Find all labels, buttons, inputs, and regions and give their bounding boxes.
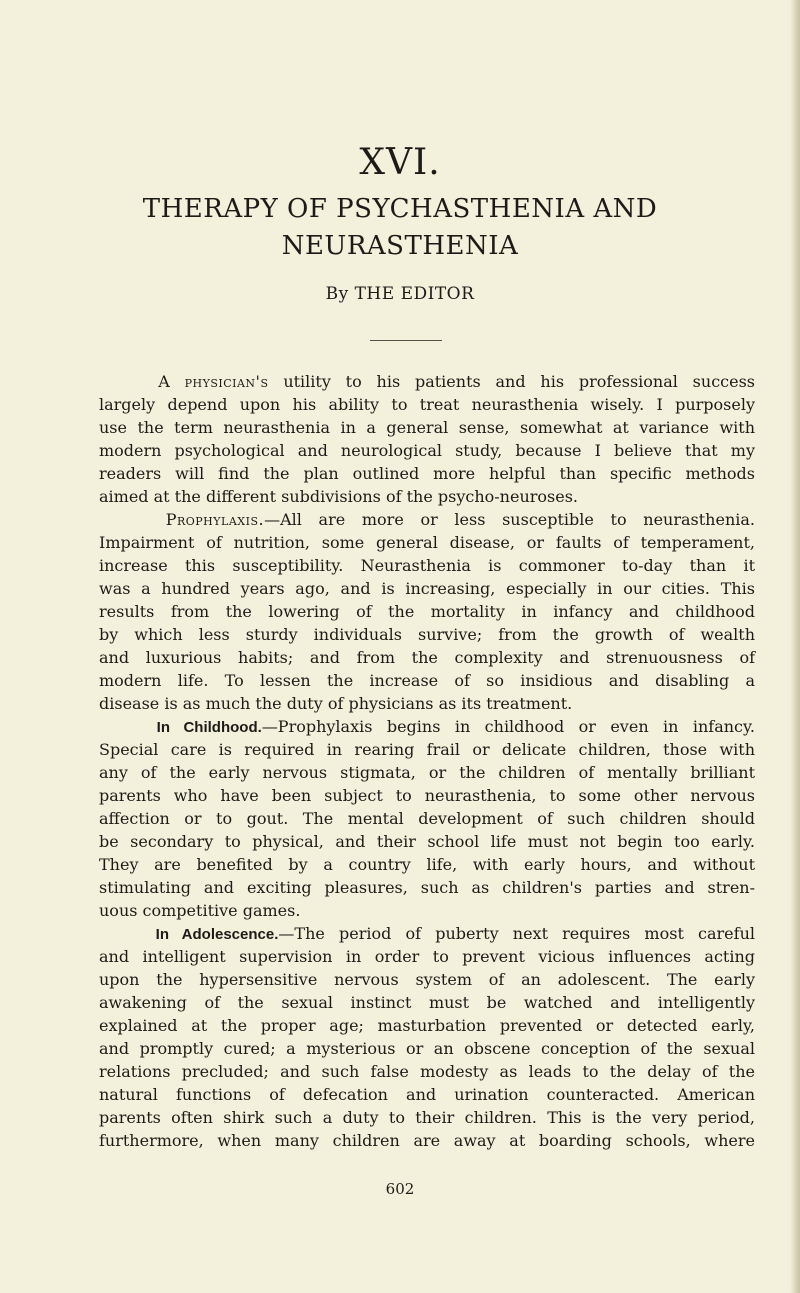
text-line: affection or to gout. The mental development of such children should (99, 809, 755, 828)
text-line: Impairment of nutrition, some general disease, or faults of temperament, (99, 533, 755, 552)
section-heading-childhood: In Childhood. (156, 719, 262, 736)
text-line: relations precluded; and such false modesty as leads to the delay of the (99, 1062, 755, 1081)
text-line: disease is as much the duty of physicians as its treatment. (99, 694, 573, 713)
line-text: utility to his patients and his professional success (283, 372, 756, 391)
line-text: —The period of puberty next requires most careful (278, 924, 755, 943)
chapter-number: XVI. (359, 142, 441, 183)
text-line: parents often shirk such a duty to their children. This is the very period, (99, 1108, 755, 1127)
text-line: results from the lowering of the mortality in infancy and childhood (99, 602, 755, 621)
title-rule (370, 340, 442, 341)
lead-word: physician's (184, 372, 269, 391)
line-text: —Prophylaxis begins in childhood or even in infancy. (261, 717, 756, 736)
byline: By THE EDITOR (325, 284, 475, 304)
text-line: stimulating and exciting pleasures, such as children's parties and stren- (99, 878, 755, 897)
text-line: Special care is required in rearing frail or delicate children, those with (99, 740, 755, 759)
text-line: parents who have been subject to neurasthenia, to some other nervous (99, 786, 755, 805)
text-line: explained at the proper age; masturbation prevented or detected early, (99, 1016, 755, 1035)
body-text (99, 370, 755, 1152)
text-line: and promptly cured; a mysterious or an obscene conception of the sexual (99, 1039, 755, 1058)
text-line: natural functions of defecation and urination counteracted. American (99, 1085, 755, 1104)
lead-letter: A (158, 372, 170, 391)
text-line: modern life. To lessen the increase of so insidious and disabling a (99, 671, 755, 690)
text-line (99, 370, 755, 393)
text-line: by which less sturdy individuals survive; from the growth of wealth (99, 625, 755, 644)
section-heading-adolescence: In Adolescence. (155, 926, 279, 943)
chapter-title-line-2: NEURASTHENIA (281, 231, 519, 261)
text-line (99, 715, 755, 738)
text-line (99, 922, 755, 945)
text-line: awakening of the sexual instinct must be watched and intelligently (99, 993, 755, 1012)
text-line: readers will find the plan outlined more helpful than specific methods (99, 464, 755, 483)
line-text: —All are more or less susceptible to neurasthenia. (264, 510, 756, 529)
text-line: increase this susceptibility. Neurasthenia is commoner to-day than it (99, 556, 755, 575)
page-number: 602 (385, 1180, 415, 1198)
text-line (99, 508, 755, 531)
text-line: any of the early nervous stigmata, or the children of mentally brilliant (99, 763, 755, 782)
text-line: upon the hypersensitive nervous system of an adolescent. The early (99, 970, 755, 989)
section-heading-prophylaxis: Prophylaxis. (165, 510, 265, 529)
text-line: be secondary to physical, and their school life must not begin too early. (99, 832, 755, 851)
text-line: modern psychological and neurological study, because I believe that my (99, 441, 755, 460)
text-line: was a hundred years ago, and is increasing, especially in our cities. This (99, 579, 755, 598)
text-line: and luxurious habits; and from the complexity and strenuousness of (99, 648, 755, 667)
text-line: uous competitive games. (99, 901, 301, 920)
text-line: furthermore, when many children are away at boarding schools, where (99, 1131, 755, 1150)
text-line: and intelligent supervision in order to prevent vicious influences acting (99, 947, 755, 966)
text-line: aimed at the different subdivisions of the psycho-neuroses. (99, 487, 578, 506)
text-line: use the term neurasthenia in a general sense, somewhat at variance with (99, 418, 755, 437)
text-line: largely depend upon his ability to treat neurasthenia wisely. I purposely (99, 395, 755, 414)
text-line: They are benefited by a country life, with early hours, and without (99, 855, 755, 874)
chapter-title-line-1: THERAPY OF PSYCHASTHENIA AND (142, 194, 658, 224)
